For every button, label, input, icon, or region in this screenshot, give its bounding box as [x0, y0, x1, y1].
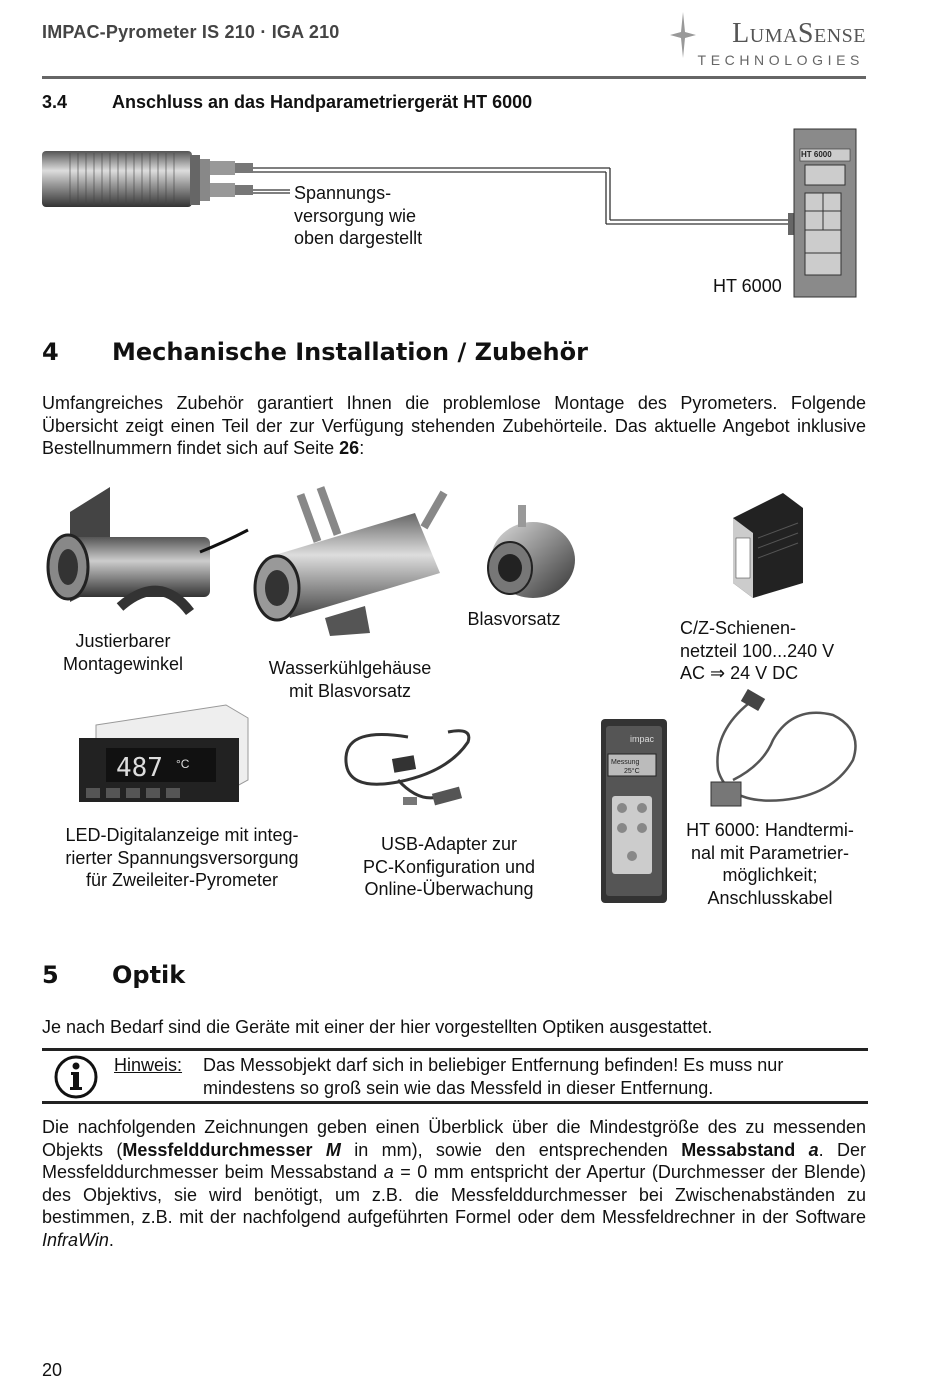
caption-line: USB-Adapter zur	[380, 834, 518, 854]
caption-line: C/Z-Schienen-	[680, 618, 797, 638]
note-bottom-rule	[42, 1101, 868, 1104]
ht-screen-line: 25°C	[624, 768, 640, 775]
note-label: Hinweis:	[114, 1055, 183, 1075]
body-text: .	[108, 1229, 114, 1250]
caption-line: netzteil 100...240 V	[680, 640, 835, 661]
header-rule	[42, 76, 866, 79]
ht6000-connector	[788, 213, 794, 235]
body-bold: Messabstand	[681, 1139, 796, 1160]
supply-label-line: oben dargestellt	[294, 228, 423, 248]
supply-label-line: versorgung wie	[294, 205, 417, 226]
page-reference: 26	[339, 438, 360, 458]
air-purge-image	[478, 500, 578, 605]
section-5-title: Optik	[112, 961, 186, 989]
caption-line: Justierbarer	[75, 631, 171, 651]
info-icon	[52, 1053, 100, 1101]
power-supply-image	[728, 488, 808, 600]
logo-subtitle: TECHNOLOGIES	[697, 52, 864, 68]
caption-line: mit Blasvorsatz	[288, 680, 412, 701]
logo-star-icon	[668, 10, 698, 60]
note-text	[203, 1054, 783, 1099]
mounting-bracket-image	[40, 482, 250, 632]
usb-adapter-image	[338, 722, 478, 822]
cooling-caption	[238, 657, 462, 702]
note-line: Das Messobjekt darf sich in beliebiger Entfernung befinden! Es muss nur	[203, 1055, 784, 1075]
cooling-housing-image	[245, 478, 455, 638]
page-number: 20	[42, 1360, 63, 1380]
air-purge-caption	[452, 608, 576, 631]
section-5-number: 5	[42, 961, 59, 989]
caption-line: rierter Spannungsversorgung	[65, 847, 299, 868]
led-reading-text: 487	[116, 753, 163, 783]
caption-line: Montagewinkel	[62, 653, 184, 674]
intro-text: Umfangreiches Zubehör garantiert Ihnen die problemlose Montage des Pyrometers. Folgende Übersicht zeigt einen Teil der zur Verfügung stehenden Zubehörteile. Das aktuelle Angebot inklusive Bestellnummern findet sich auf Seite	[42, 393, 866, 458]
led-unit-text: °C	[176, 757, 190, 771]
running-header-title: IMPAC-Pyrometer IS 210 · IGA 210	[42, 22, 340, 42]
caption-line: für Zweileiter-Pyrometer	[85, 870, 279, 890]
caption-line: PC-Konfiguration und	[362, 856, 536, 877]
section-5-body	[42, 1116, 866, 1251]
section-4-title: Mechanische Installation / Zubehör	[112, 338, 588, 366]
usb-adapter-caption	[338, 833, 560, 901]
caption-line: Anschlusskabel	[707, 887, 833, 908]
note-line: mindestens so groß sein wie das Messfeld in dieser Entfernung.	[203, 1077, 714, 1098]
caption-line: HT 6000: Handtermi-	[686, 820, 854, 840]
led-display-caption	[40, 824, 324, 892]
pyrometer-sensor-image	[42, 151, 253, 207]
company-logo	[668, 10, 868, 70]
body-text: in mm), sowie den entsprechenden	[340, 1139, 682, 1160]
caption-line: LED-Digitalanzeige mit integ-	[65, 825, 299, 845]
led-display-image	[76, 700, 251, 808]
caption-line: Blasvorsatz	[467, 609, 561, 629]
body-bold-italic: a	[808, 1139, 819, 1160]
body-bold: Messfelddurchmesser	[122, 1139, 326, 1160]
caption-line: möglichkeit;	[722, 865, 818, 885]
section-5-intro: Je nach Bedarf sind die Geräte mit einer der hier vorgestellten Optiken ausgestattet.	[42, 1017, 713, 1037]
section-3-4-number: 3.4	[42, 92, 68, 112]
body-italic: a	[383, 1162, 394, 1182]
ht-brand-text: impac	[630, 734, 655, 744]
ht6000-label: HT 6000	[713, 276, 782, 296]
body-text: . Der Messfelddurchmesser beim Messabstand	[42, 1139, 866, 1182]
ht6000-screen-label: HT 6000	[801, 150, 832, 159]
caption-line: Online-Überwachung	[364, 879, 534, 899]
connection-cable-image	[693, 690, 868, 815]
supply-label-line: Spannungs-	[294, 183, 392, 203]
mounting-caption	[40, 630, 206, 675]
section-4-intro	[42, 392, 866, 460]
ht6000-caption	[670, 819, 870, 909]
caption-line: Wasserkühlgehäuse	[268, 658, 432, 678]
power-supply-caption	[680, 617, 834, 685]
caption-line: AC ⇒ 24 V DC	[680, 663, 799, 683]
note-top-rule	[42, 1048, 868, 1051]
body-text	[795, 1140, 808, 1160]
ht-screen-line: Messung	[611, 759, 640, 766]
body-italic: InfraWin	[42, 1229, 109, 1250]
ht6000-handheld-image	[598, 716, 670, 906]
logo-wordmark: LumaSense	[732, 18, 866, 49]
body-bold-italic: M	[325, 1139, 341, 1160]
body-text: = 0 mm entspricht der Apertur (Durchmesser der Blende) des Objektivs, sie wird benötigt, um z.B. die Messfelddurchmesser bei Zwischenabständen zu bestimmen, z.B. mit der nachfolgend aufgeführten Formel oder dem Messfeldrechner in der Software	[42, 1162, 867, 1227]
caption-line: nal mit Parametrier-	[690, 842, 850, 863]
section-4-number: 4	[42, 338, 59, 366]
intro-text-end: :	[359, 438, 365, 458]
body-text: Die nachfolgenden Zeichnungen geben einen Überblick über die Mindestgröße des zu messenden Objekts (	[42, 1117, 866, 1160]
supply-label	[294, 182, 422, 250]
section-3-4-title: Anschluss an das Handparametriergerät HT 6000	[112, 92, 533, 112]
